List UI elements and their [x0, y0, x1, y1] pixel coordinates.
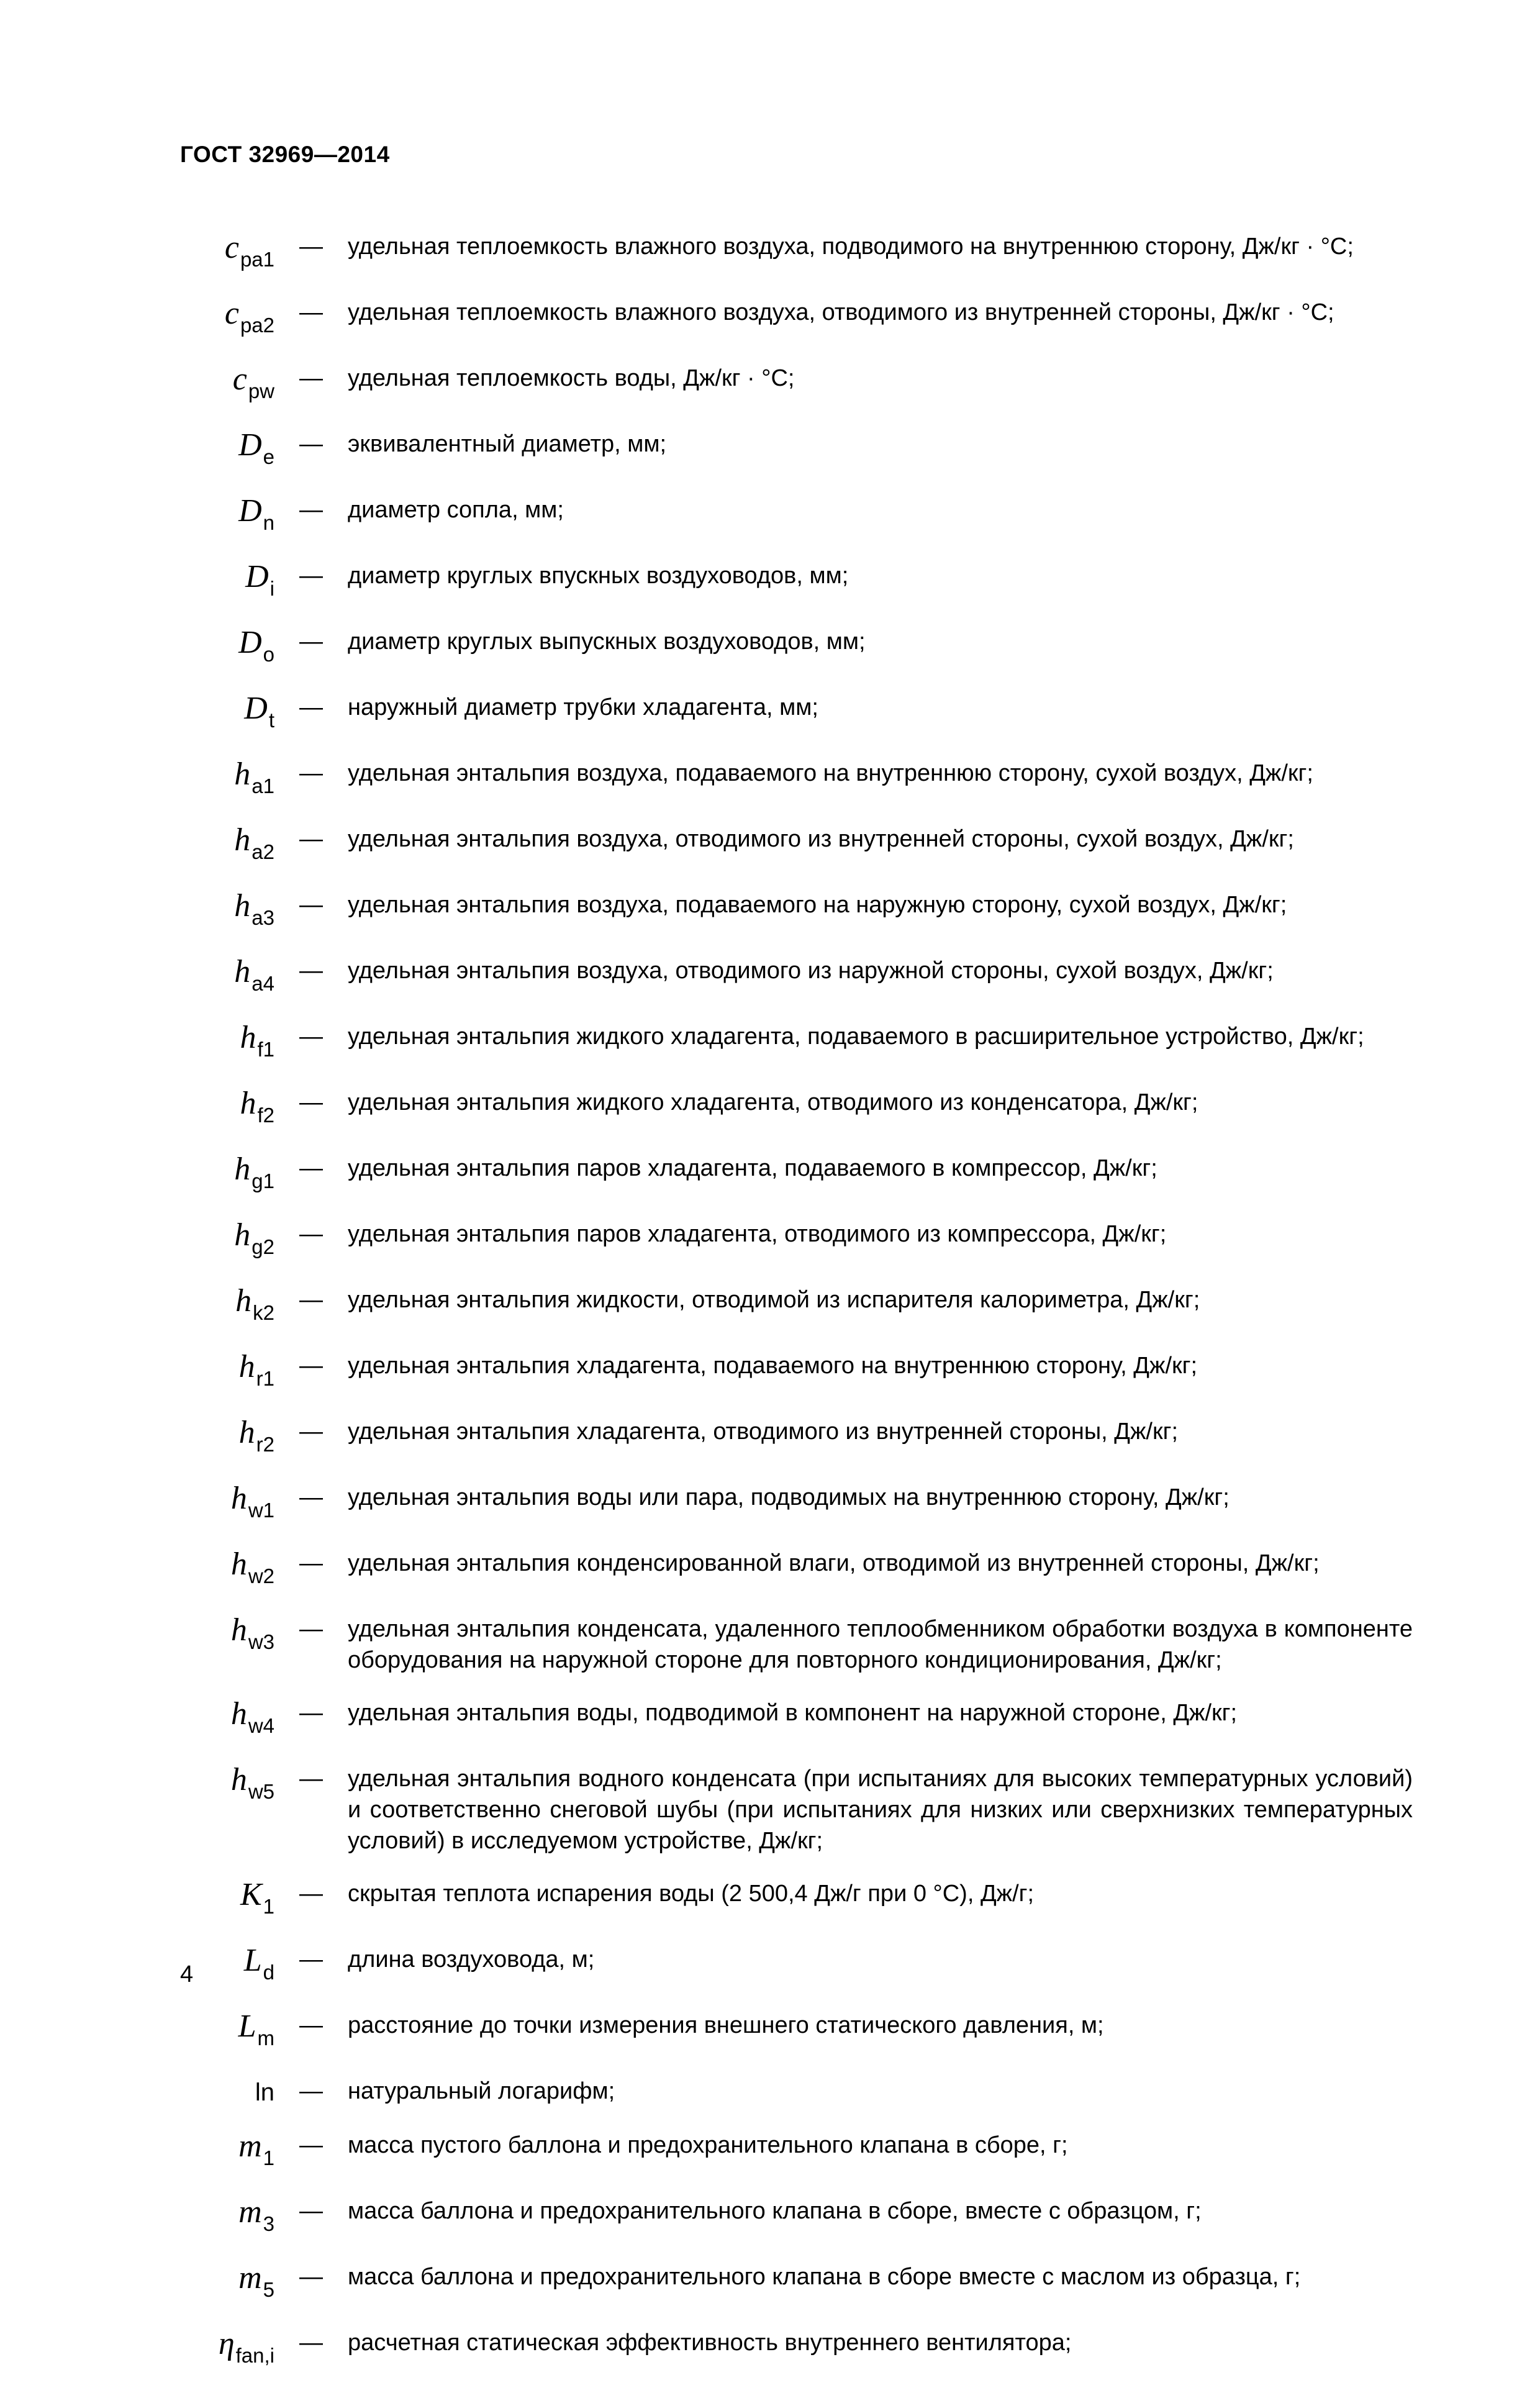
definition-dash: —	[299, 2078, 323, 2104]
symbol-base: m	[238, 2128, 262, 2164]
definition-row	[180, 2195, 1413, 2240]
definition-dash: —	[299, 1419, 323, 1445]
definition-dash: —	[299, 2330, 323, 2356]
definition-text: эквивалентный диаметр, мм;	[348, 431, 667, 457]
definition-row	[180, 1548, 1413, 1592]
definition-row	[180, 560, 1413, 604]
definition-symbol	[180, 494, 274, 538]
symbol-base: h	[238, 1415, 255, 1450]
symbol-subscript: pw	[248, 379, 274, 402]
symbol-base: ln	[255, 2079, 274, 2106]
definition-text: удельная энтальпия воды или пара, подводимых на внутреннюю сторону, Дж/кг;	[348, 1484, 1230, 1510]
symbol-subscript: k2	[253, 1301, 274, 1324]
definition-symbol	[180, 758, 274, 802]
definition-text: удельная теплоемкость влажного воздуха, подводимого на внутреннюю сторону, Дж/кг · °С;	[348, 234, 1354, 260]
definition-symbol	[180, 1219, 274, 1263]
symbol-base: c	[224, 296, 239, 331]
definition-dash: —	[299, 1155, 323, 1181]
definition-text: масса баллона и предохранительного клапана в сборе, вместе с образцом, г;	[348, 2198, 1202, 2224]
symbol-subscript: r2	[256, 1433, 274, 1456]
definition-text: удельная энтальпия хладагента, отводимого из внутренней стороны, Дж/кг;	[348, 1419, 1179, 1445]
symbol-subscript: o	[263, 643, 274, 666]
symbol-subscript: g2	[251, 1235, 274, 1258]
symbol-base: c	[224, 230, 239, 265]
symbol-base: L	[238, 2009, 256, 2044]
symbol-subscript: a3	[251, 906, 274, 929]
definition-symbol	[180, 2327, 274, 2371]
definition-dash: —	[299, 1089, 323, 1115]
page-number: 4	[180, 1961, 194, 1987]
definition-text: удельная энтальпия паров хладагента, подаваемого в компрессор, Дж/кг;	[348, 1155, 1157, 1181]
definition-dash: —	[299, 2264, 323, 2290]
definition-symbol	[180, 1614, 274, 1658]
symbol-subscript: w3	[248, 1630, 274, 1653]
symbol-base: D	[238, 625, 262, 660]
definition-text: удельная энтальпия воздуха, отводимого из наружной стороны, сухой воздух, Дж/кг;	[348, 958, 1274, 984]
symbol-subscript: w4	[248, 1714, 274, 1737]
definition-symbol	[180, 2010, 274, 2054]
definition-row	[180, 626, 1413, 670]
definition-symbol	[180, 692, 274, 736]
definition-row	[180, 1021, 1413, 1065]
symbol-base: η	[218, 2326, 235, 2361]
definition-symbol	[180, 297, 274, 341]
definition-symbol	[180, 1416, 274, 1460]
definition-dash: —	[299, 2132, 323, 2158]
definition-dash: —	[299, 431, 323, 457]
definition-symbol	[180, 1548, 274, 1592]
definition-dash: —	[299, 1766, 323, 1792]
definition-text: удельная энтальпия водного конденсата (при испытаниях для высоких температурных условий) и соответственно снеговой шубы (при испытаниях для низких или сверхнизких температурных условий) в исследуемом устройстве, Дж/кг;	[348, 1766, 1413, 1854]
symbol-base: K	[240, 1877, 262, 1912]
symbol-base: h	[240, 1020, 256, 1055]
definition-dash: —	[299, 1946, 323, 1973]
symbol-base: h	[234, 1217, 251, 1253]
symbol-subscript: w1	[248, 1499, 274, 1522]
definition-symbol	[180, 2261, 274, 2305]
symbol-subscript: fan,i	[235, 2344, 274, 2367]
definition-symbol	[180, 231, 274, 275]
definition-symbol	[180, 955, 274, 999]
definition-dash: —	[299, 497, 323, 523]
symbol-base: h	[230, 1612, 247, 1648]
definition-dash: —	[299, 1024, 323, 1050]
definition-symbol	[180, 1944, 274, 1988]
definition-dash: —	[299, 2012, 323, 2038]
definition-row	[180, 1153, 1413, 1197]
symbol-subscript: n	[263, 511, 274, 534]
definition-symbol	[180, 1763, 274, 1807]
definition-row	[180, 1697, 1413, 1741]
definition-text: удельная энтальпия жидкого хладагента, подаваемого в расширительное устройство, Дж/кг;	[348, 1024, 1364, 1050]
definition-dash: —	[299, 826, 323, 852]
definition-row	[180, 2130, 1413, 2174]
symbol-base: h	[234, 954, 251, 989]
definition-row	[180, 889, 1413, 933]
symbol-subscript: r1	[256, 1367, 274, 1390]
definition-symbol	[180, 429, 274, 473]
definition-dash: —	[299, 1550, 323, 1576]
definition-symbol	[180, 1153, 274, 1197]
definition-symbol	[180, 2076, 274, 2108]
definition-text: диаметр сопла, мм;	[348, 497, 564, 523]
definition-dash: —	[299, 958, 323, 984]
definition-dash: —	[299, 2198, 323, 2224]
definition-row	[180, 1878, 1413, 1922]
symbol-subscript: f2	[257, 1104, 274, 1127]
symbol-subscript: i	[270, 577, 274, 600]
definition-symbol	[180, 1697, 274, 1741]
definition-row	[180, 1350, 1413, 1394]
symbol-base: h	[230, 1696, 247, 1732]
definition-text: длина воздуховода, м;	[348, 1946, 595, 1973]
definition-text: масса пустого баллона и предохранительного клапана в сборе, г;	[348, 2132, 1068, 2158]
symbol-base: h	[238, 1349, 255, 1384]
definition-text: расчетная статическая эффективность внутреннего вентилятора;	[348, 2330, 1072, 2356]
definition-text: скрытая теплота испарения воды (2 500,4 Дж/г при 0 °С), Дж/г;	[348, 1881, 1035, 1907]
definition-row	[180, 824, 1413, 868]
definition-dash: —	[299, 1353, 323, 1379]
symbol-subscript: d	[263, 1961, 274, 1984]
definition-text: наружный диаметр трубки хладагента, мм;	[348, 694, 818, 720]
symbol-subscript: w5	[248, 1780, 274, 1803]
symbol-base: L	[243, 1943, 262, 1978]
symbol-subscript: g1	[251, 1169, 274, 1192]
definition-symbol	[180, 626, 274, 670]
definition-dash: —	[299, 365, 323, 391]
symbol-base: h	[230, 1546, 247, 1582]
definition-symbol	[180, 363, 274, 407]
symbol-base: h	[234, 822, 251, 858]
symbol-subscript: f1	[257, 1038, 274, 1061]
definition-row	[180, 955, 1413, 999]
definition-row	[180, 1284, 1413, 1328]
symbol-subscript: a1	[251, 774, 274, 797]
definition-row	[180, 231, 1413, 275]
definition-row	[180, 692, 1413, 736]
definition-dash: —	[299, 1221, 323, 1247]
symbol-base: D	[238, 427, 262, 463]
definition-dash: —	[299, 694, 323, 720]
definition-row	[180, 1416, 1413, 1460]
definition-symbol	[180, 824, 274, 868]
symbol-subscript: a2	[251, 840, 274, 863]
definition-row	[180, 758, 1413, 802]
definition-text: удельная энтальпия воды, подводимой в компонент на наружной стороне, Дж/кг;	[348, 1700, 1238, 1726]
definition-text: удельная энтальпия жидкого хладагента, отводимого из конденсатора, Дж/кг;	[348, 1089, 1198, 1115]
symbol-subscript: 1	[263, 1895, 274, 1918]
symbol-subscript: 3	[263, 2212, 274, 2235]
definition-dash: —	[299, 892, 323, 918]
definition-text: удельная энтальпия воздуха, подаваемого на внутреннюю сторону, сухой воздух, Дж/кг;	[348, 760, 1313, 786]
definition-dash: —	[299, 1287, 323, 1313]
symbol-subscript: a4	[251, 972, 274, 995]
definition-row	[180, 1219, 1413, 1263]
definition-text: удельная энтальпия конденсированной влаги, отводимой из внутренней стороны, Дж/кг;	[348, 1550, 1320, 1576]
definition-row	[180, 1944, 1413, 1988]
definition-text: удельная энтальпия конденсата, удаленного теплообменником обработки воздуха в компоненте оборудования на наружной стороне для повторного кондиционирования, Дж/кг;	[348, 1616, 1413, 1673]
definition-symbol	[180, 1087, 274, 1131]
definition-row	[180, 2327, 1413, 2371]
symbol-subscript: 1	[263, 2146, 274, 2169]
symbol-base: h	[234, 756, 251, 792]
definition-row	[180, 297, 1413, 341]
symbol-base: h	[230, 1762, 247, 1797]
definition-row	[180, 494, 1413, 538]
symbol-base: m	[238, 2194, 262, 2230]
definition-symbol	[180, 560, 274, 604]
symbol-base: c	[232, 361, 247, 397]
definition-row	[180, 2010, 1413, 2054]
symbol-subscript: t	[268, 709, 274, 732]
symbol-base: h	[230, 1481, 247, 1516]
definitions-list	[180, 231, 1413, 2393]
definition-text: удельная энтальпия жидкости, отводимой из испарителя калориметра, Дж/кг;	[348, 1287, 1200, 1313]
document-header-title: ГОСТ 32969—2014	[180, 142, 390, 167]
definition-row	[180, 429, 1413, 473]
definition-symbol	[180, 1284, 274, 1328]
symbol-base: h	[234, 888, 251, 924]
symbol-base: h	[240, 1086, 256, 1121]
definition-dash: —	[299, 299, 323, 325]
definition-row	[180, 1482, 1413, 1526]
symbol-base: D	[244, 691, 268, 726]
symbol-base: h	[235, 1283, 252, 1319]
definition-row	[180, 1614, 1413, 1676]
definition-dash: —	[299, 1700, 323, 1726]
definition-dash: —	[299, 629, 323, 655]
definition-text: удельная энтальпия воздуха, отводимого из внутренней стороны, сухой воздух, Дж/кг;	[348, 826, 1294, 852]
definition-text: удельная теплоемкость влажного воздуха, отводимого из внутренней стороны, Дж/кг · °С;	[348, 299, 1334, 325]
symbol-base: D	[238, 493, 262, 529]
definition-text: диаметр круглых выпускных воздуховодов, мм;	[348, 629, 866, 655]
definition-symbol	[180, 2195, 274, 2240]
definition-symbol	[180, 1350, 274, 1394]
definition-text: удельная теплоемкость воды, Дж/кг · °С;	[348, 365, 795, 391]
definition-text: диаметр круглых впускных воздуховодов, мм;	[348, 563, 849, 589]
symbol-subscript: pa2	[240, 314, 274, 337]
symbol-base: h	[234, 1151, 251, 1187]
definition-dash: —	[299, 1881, 323, 1907]
symbol-base: m	[238, 2260, 262, 2295]
definition-text: натуральный логарифм;	[348, 2078, 615, 2104]
definition-dash: —	[299, 1484, 323, 1510]
definition-row	[180, 1763, 1413, 1856]
definition-text: удельная энтальпия воздуха, подаваемого на наружную сторону, сухой воздух, Дж/кг;	[348, 892, 1287, 918]
definition-text: удельная энтальпия паров хладагента, отводимого из компрессора, Дж/кг;	[348, 1221, 1167, 1247]
symbol-subscript: e	[263, 445, 274, 468]
symbol-subscript: pa1	[240, 248, 274, 271]
definition-symbol	[180, 1878, 274, 1922]
symbol-subscript: w2	[248, 1564, 274, 1587]
definition-symbol	[180, 1482, 274, 1526]
definition-symbol	[180, 1021, 274, 1065]
symbol-subscript: m	[257, 2027, 274, 2050]
definition-symbol	[180, 2130, 274, 2174]
definition-row	[180, 1087, 1413, 1131]
definition-dash: —	[299, 760, 323, 786]
symbol-base: D	[245, 559, 269, 594]
definition-row	[180, 2076, 1413, 2108]
definition-text: удельная энтальпия хладагента, подаваемого на внутреннюю сторону, Дж/кг;	[348, 1353, 1198, 1379]
definition-row	[180, 363, 1413, 407]
definition-dash: —	[299, 1616, 323, 1642]
definition-dash: —	[299, 563, 323, 589]
definition-text: расстояние до точки измерения внешнего статического давления, м;	[348, 2012, 1104, 2038]
definition-dash: —	[299, 234, 323, 260]
symbol-subscript: 5	[263, 2278, 274, 2301]
definition-row	[180, 2261, 1413, 2305]
definition-text: масса баллона и предохранительного клапана в сборе вместе с маслом из образца, г;	[348, 2264, 1301, 2290]
definition-symbol	[180, 889, 274, 933]
